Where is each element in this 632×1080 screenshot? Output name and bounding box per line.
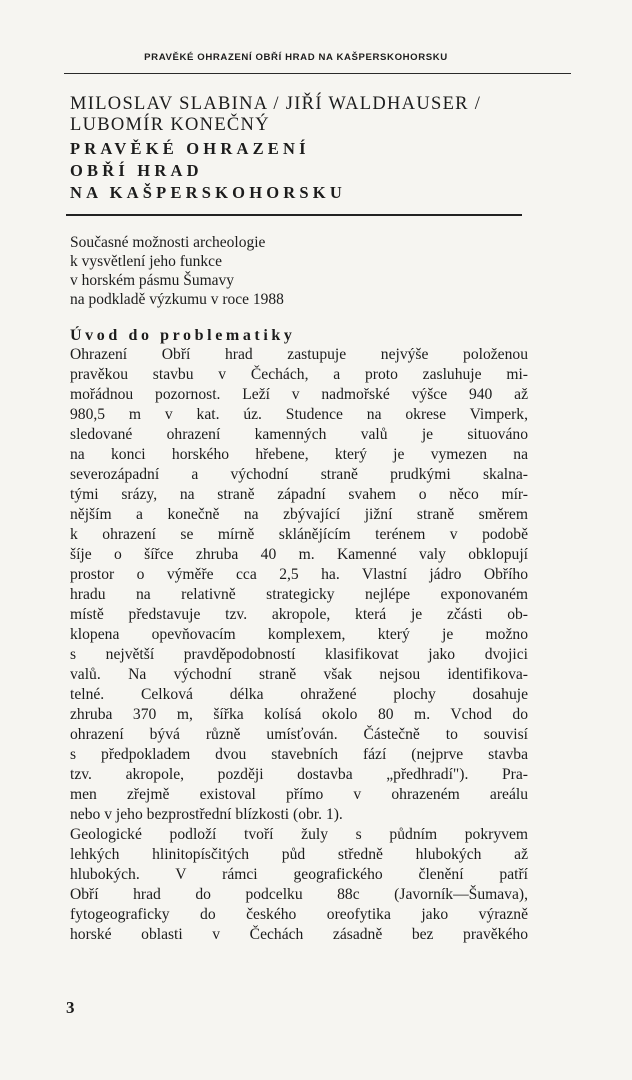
- subtitle-line-4: na podkladě výzkumu v roce 1988: [70, 291, 284, 308]
- body-line: Geologické podloží tvoří žuly s půdním pokryvem: [70, 826, 528, 843]
- body-line: zhruba 370 m, šířka kolísá okolo 80 m. Vchod do: [70, 706, 528, 723]
- body-line: nějším a konečně na zbývající jižní straně směrem: [70, 506, 528, 523]
- body-line: prostor o výměře cca 2,5 ha. Vlastní jádro Obřího: [70, 566, 528, 583]
- page-number: 3: [66, 998, 75, 1017]
- body-line: tzv. akropole, později dostavba „předhradí"). Pra-: [70, 766, 528, 783]
- body-line: šíje o šířce zhruba 40 m. Kamenné valy obklopují: [70, 546, 528, 563]
- header-rule: [64, 73, 571, 74]
- title-rule: [66, 214, 522, 216]
- body-line: mořádnou pozornost. Leží v nadmořské výšce 940 až: [70, 386, 528, 403]
- section-heading: Úvod do problematiky: [70, 327, 296, 344]
- body-line: místě představuje tzv. akropole, která je zčásti ob-: [70, 606, 528, 623]
- body-line: Ohrazení Obří hrad zastupuje nejvýše položenou: [70, 346, 528, 363]
- subtitle-line-3: v horském pásmu Šumavy: [70, 272, 235, 289]
- running-head: PRAVĚKÉ OHRAZENÍ OBŘÍ HRAD NA KAŠPERSKOHORSKU: [144, 52, 448, 63]
- body-line: nebo v jeho bezprostřední blízkosti (obr. 1).: [70, 806, 343, 823]
- body-line: 980,5 m v kat. úz. Studence na okrese Vimperk,: [70, 406, 528, 423]
- body-line: pravěkou stavbu v Čechách, a proto zasluhuje mi-: [70, 366, 528, 383]
- body-line: hradu na relativně strategicky nejlépe exponovaném: [70, 586, 528, 603]
- body-line: telné. Celková délka ohražené plochy dosahuje: [70, 686, 528, 703]
- body-line: fytogeograficky do českého oreofytika jako výrazně: [70, 906, 528, 923]
- body-line: klopena opevňovacím komplexem, který je možno: [70, 626, 528, 643]
- author-list: [70, 94, 540, 136]
- title-line-1: PRAVĚKÉ OHRAZENÍ: [70, 139, 310, 158]
- body-line: men zřejmě existoval přímo v ohrazeném areálu: [70, 786, 528, 803]
- title-line-3: NA KAŠPERSKOHORSKU: [70, 183, 346, 202]
- body-line: Obří hrad do podcelku 88c (Javorník—Šumava),: [70, 886, 528, 903]
- body-line: valů. Na východní straně však nejsou identifikova-: [70, 666, 528, 683]
- body-line: hlubokých. V rámci geografického členění patří: [70, 866, 528, 883]
- body-line: s předpokladem dvou stavebních fází (nejprve stavba: [70, 746, 528, 763]
- subtitle-line-2: k vysvětlení jeho funkce: [70, 253, 222, 270]
- body-line: horské oblasti v Čechách zásadně bez pravěkého: [70, 926, 528, 943]
- body-line: s největší pravděpodobností klasifikovat jako dvojici: [70, 646, 528, 663]
- body-text: [70, 345, 528, 945]
- body-line: severozápadní a východní straně prudkými skalna-: [70, 466, 528, 483]
- subtitle-line-1: Současné možnosti archeologie: [70, 234, 266, 251]
- article-title: [70, 138, 540, 204]
- authors-line-2: LUBOMÍR KONEČNÝ: [70, 115, 270, 135]
- body-line: na konci horského hřebene, který je vymezen na: [70, 446, 528, 463]
- body-line: tými srázy, na straně západní svahem o něco mír-: [70, 486, 528, 503]
- body-line: lehkých hlinitopísčitých půd středně hlubokých až: [70, 846, 528, 863]
- body-line: k ohrazení se mírně sklánějícím terénem v podobě: [70, 526, 528, 543]
- title-line-2: OBŘÍ HRAD: [70, 161, 203, 180]
- article-subtitle: [70, 233, 540, 309]
- body-line: ohrazení bývá různě umísťován. Částečně to souvisí: [70, 726, 528, 743]
- body-line: sledované ohrazení kamenných valů je situováno: [70, 426, 528, 443]
- authors-line-1: MILOSLAV SLABINA / JIŘÍ WALDHAUSER /: [70, 94, 482, 114]
